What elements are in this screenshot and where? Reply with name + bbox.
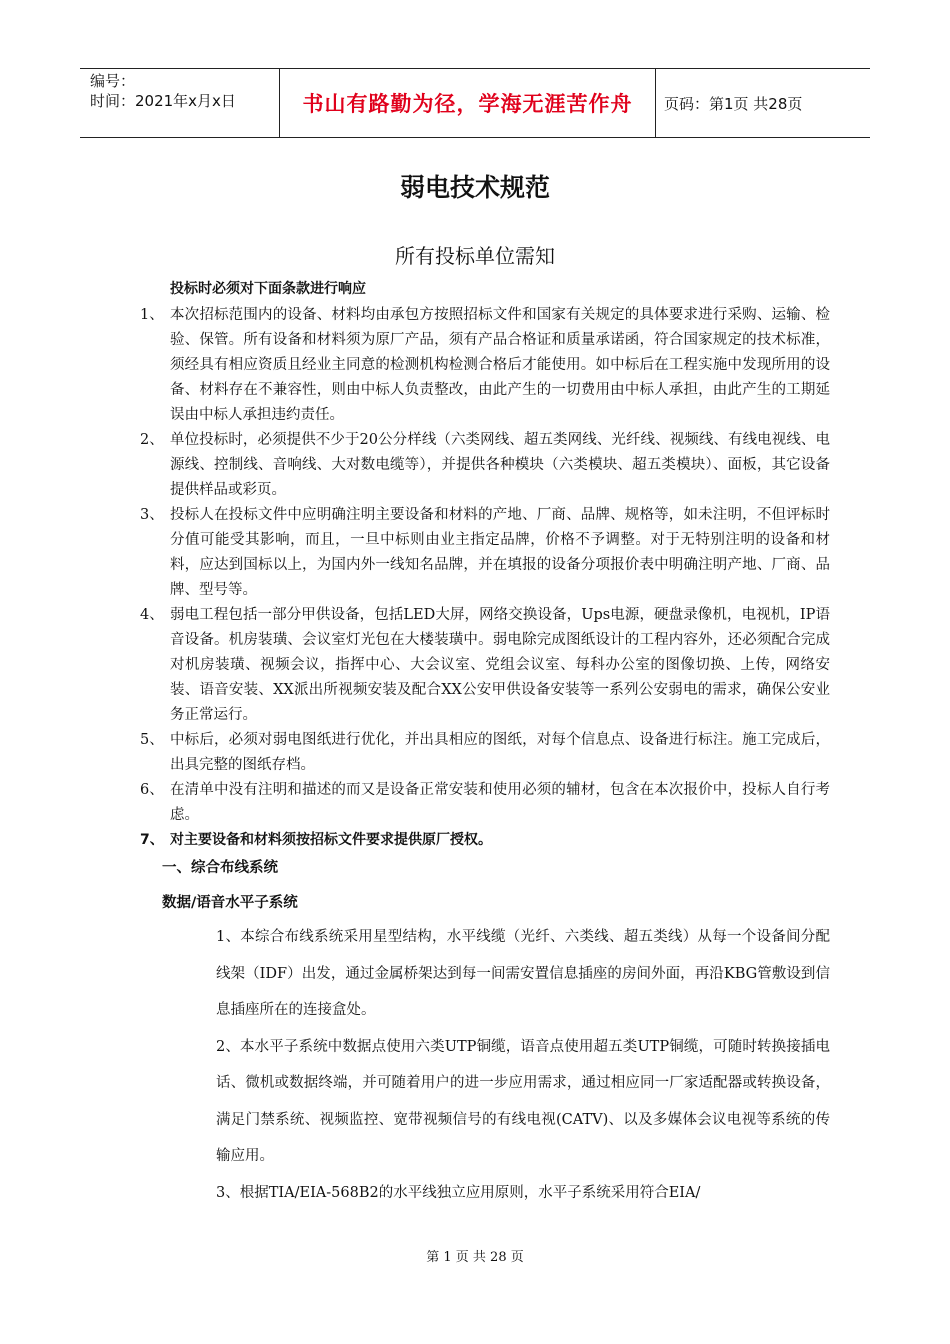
document-date: 时间：2021年x月x日: [90, 92, 236, 110]
paragraph: 3、根据TIA/EIA-568B2的水平线独立应用原则，水平子系统采用符合EIA/: [216, 1184, 701, 1201]
document-title: 弱电技术规范: [399, 173, 550, 202]
list-item: [140, 603, 830, 728]
intro-line: 投标时必须对下面条款进行响应: [170, 281, 366, 297]
list-item-number: 5、: [140, 732, 164, 748]
document-number-label: 编号：: [90, 72, 136, 90]
list-item-number: 4、: [140, 607, 164, 623]
list-item-number: 2、: [140, 432, 164, 448]
list-item-text: 本次招标范围内的设备、材料均由承包方按照招标文件和国家有关规定的具体要求进行采购、运输、检验、保管。所有设备和材料须为原厂产品，须有产品合格证和质量承诺函，符合国家规定的技术标准，须经具有相应资质且经业主同意的检测机构检测合格后才能使用。如中标后在工程实施中发现所用的设备、材料存在不兼容性，则由中标人负责整改，由此产生的一切费用由中标人承担，由此产生的工期延误由中标人承担违约责任。: [170, 307, 830, 423]
list-item-text: 在清单中没有注明和描述的而又是设备正常安装和使用必须的辅材，包含在本次报价中，投标人自行考虑。: [170, 782, 830, 823]
list-item-text: 对主要设备和材料须按招标文件要求提供原厂授权。: [170, 832, 492, 848]
header-motto: 书山有路勤为径，学海无涯苦作舟: [280, 69, 656, 137]
list-item: [140, 828, 830, 853]
header-meta: [80, 69, 280, 137]
list-item: [140, 428, 830, 503]
document-body: [140, 276, 830, 1211]
list-item-number: 6、: [140, 782, 164, 798]
list-item-text: 中标后，必须对弱电图纸进行优化，并出具相应的图纸，对每个信息点、设备进行标注。施工完成后，出具完整的图纸存档。: [170, 732, 830, 773]
list-item-number: 1、: [140, 307, 164, 323]
list-item: [140, 503, 830, 603]
section-heading: 一、综合布线系统: [162, 860, 278, 876]
list-item: [140, 303, 830, 428]
header-page-number: 页码：第1页 共28页: [664, 94, 803, 113]
list-item: [140, 728, 830, 778]
list-item-text: 弱电工程包括一部分甲供设备，包括LED大屏，网络交换设备，Ups电源，硬盘录像机，电视机，IP语音设备。机房装璜、会议室灯光包在大楼装璜中。弱电除完成图纸设计的工程内容外，还必须配合完成对机房装璜、视频会议，指挥中心、大会议室、党组会议室、每科办公室的图像切换、上传，网络安装、语音安装、XX派出所视频安装及配合XX公安甲供设备安装等一系列公安弱电的需求，确保公安业务正常运行。: [170, 607, 830, 723]
document-subtitle: 所有投标单位需知: [395, 244, 555, 268]
list-item-number: 7、: [140, 832, 164, 848]
page-footer: 第 1 页 共 28 页: [426, 1250, 524, 1265]
paragraph: 1、本综合布线系统采用星型结构，水平线缆（光纤、六类线、超五类线）从每一个设备间分配线架（IDF）出发，通过金属桥架达到每一间需安置信息插座的房间外面，再沿KBG管敷设到信息插座所在的连接盒处。: [216, 929, 830, 1018]
list-item-number: 3、: [140, 507, 164, 523]
list-item-text: 投标人在投标文件中应明确注明主要设备和材料的产地、厂商、品牌、规格等，如未注明，不但评标时分值可能受其影响，而且，一旦中标则由业主指定品牌，价格不予调整。对于无特别注明的设备和材料，应达到国标以上，为国内外一线知名品牌，并在填报的设备分项报价表中明确注明产地、厂商、品牌、型号等。: [170, 507, 830, 598]
list-item: [140, 778, 830, 828]
subsection-heading: 数据/语音水平子系统: [162, 895, 298, 911]
section-paragraphs: [216, 919, 830, 1211]
page-header: [80, 68, 870, 138]
list-item-text: 单位投标时，必须提供不少于20公分样线（六类网线、超五类网线、光纤线、视频线、有线电视线、电源线、控制线、音响线、大对数电缆等），并提供各种模块（六类模块、超五类模块）、面板，其它设备提供样品或彩页。: [170, 432, 830, 498]
paragraph: 2、本水平子系统中数据点使用六类UTP铜缆，语音点使用超五类UTP铜缆，可随时转换接插电话、微机或数据终端，并可随着用户的进一步应用需求，通过相应同一厂家适配器或转换设备，满足门禁系统、视频监控、宽带视频信号的有线电视(CATV)、以及多媒体会议电视等系统的传输应用。: [216, 1038, 830, 1164]
